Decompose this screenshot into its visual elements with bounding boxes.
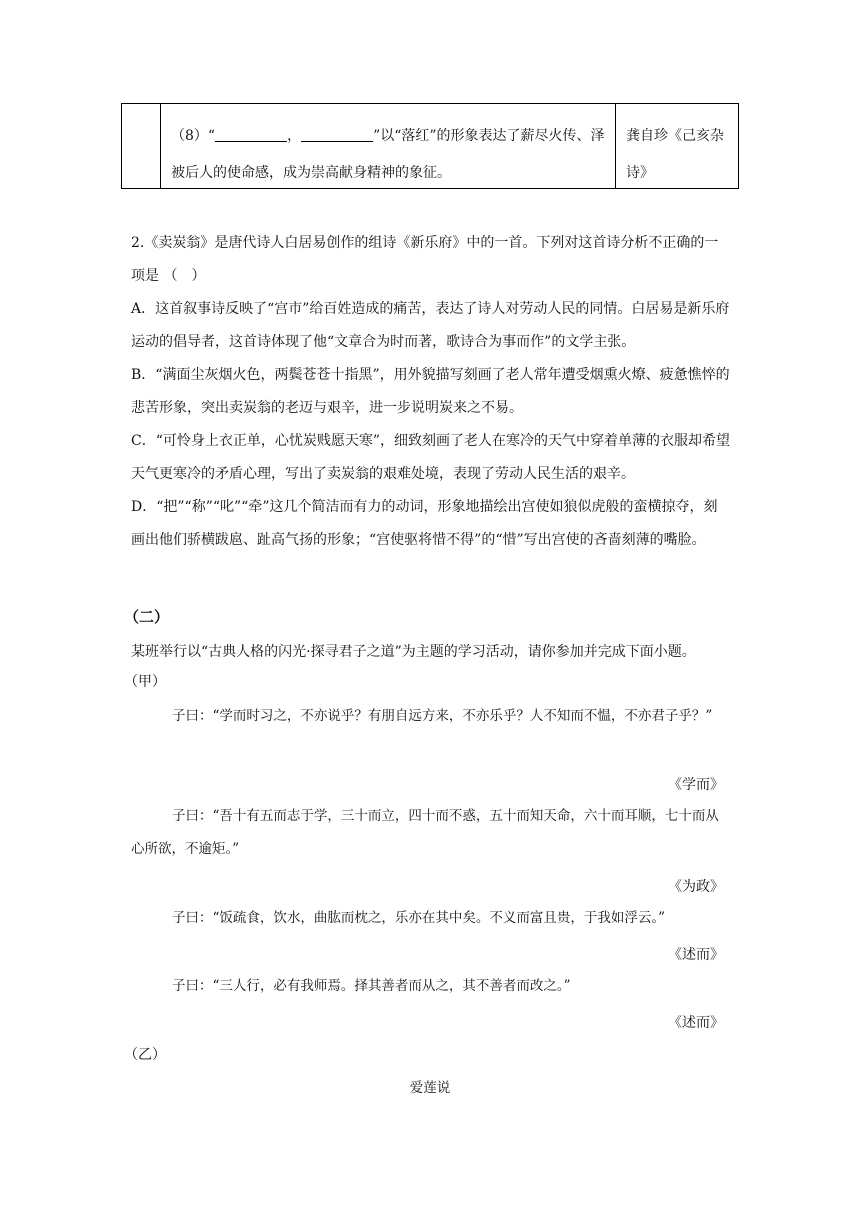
quote-1: 子曰：“学而时习之，不亦说乎？有朋自远方来，不亦乐乎？人不知而不愠，不亦君子乎？” xyxy=(172,708,713,724)
option-b[interactable]: B．“满面尘灰烟火色，两鬓苍苍十指黑”，用外貌描写刻画了老人常年遭受烟熏火燎、疲惫憔悴的悲苦形象，突出卖炭翁的老迈与艰辛，进一步说明炭来之不易。 xyxy=(131,367,730,416)
quote-2: 子曰：“吾十有五而志于学，三十而立，四十而不惑，五十而知天命，六十而耳顺，七十而从心所欲，不逾矩。” xyxy=(131,808,719,857)
option-a[interactable]: A．这首叙事诗反映了“宫市”给百姓造成的痛苦，表达了诗人对劳动人民的同情。白居易是新乐府运动的倡导者，这首诗体现了他“文章合为时而著，歌诗合为事而作”的文学主张。 xyxy=(131,301,730,350)
question-2-stem: 2.《卖炭翁》是唐代诗人白居易创作的组诗《新乐府》中的一首。下列对这首诗分析不正确的一项是 （ ） xyxy=(131,235,719,284)
section-heading: （二） xyxy=(124,608,170,626)
label-yi: （乙） xyxy=(124,1047,166,1063)
quote-4-source: 《述而》 xyxy=(668,1015,724,1031)
label-jia: （甲） xyxy=(124,674,166,690)
table-source-text: 龚自珍《己亥杂诗》 xyxy=(626,128,724,181)
quote-3: 子曰：“饭疏食，饮水，曲肱而枕之，乐亦在其中矣。不义而富且贵，于我如浮云。” xyxy=(172,910,666,926)
fill-blank-1[interactable] xyxy=(215,127,287,142)
section-intro: 某班举行以“古典人格的闪光·探寻君子之道”为主题的学习活动，请你参加并完成下面小题。 xyxy=(131,644,696,660)
quote-1-source: 《学而》 xyxy=(668,777,724,793)
table-number-cell xyxy=(122,104,161,188)
text-title: 爱莲说 xyxy=(409,1080,451,1096)
fill-blank-2[interactable] xyxy=(301,127,373,142)
quote-2-source: 《为政》 xyxy=(668,879,724,895)
quote-3-source: 《述而》 xyxy=(668,947,724,963)
table-source-cell xyxy=(615,104,738,188)
quote-4: 子曰：“三人行，必有我师焉。择其善者而从之，其不善者而改之。” xyxy=(172,978,571,994)
option-c[interactable]: C．“可怜身上衣正单，心忧炭贱愿天寒”，细致刻画了老人在寒冷的天气中穿着单薄的衣服却希望天气更寒冷的矛盾心理，写出了卖炭翁的艰难处境，表现了劳动人民生活的艰辛。 xyxy=(131,433,731,482)
table-question-cell: （8）“ ， ”以“落红”的形象表达了薪尽火传、泽被后人的使命感，成为崇高献身精神的象征。 xyxy=(171,128,605,181)
answer-table xyxy=(121,103,739,189)
option-d[interactable]: D．“把”“称”“叱”“牵”这几个简洁而有力的动词，形象地描绘出宫使如狼似虎般的蛮横掠夺，刻画出他们骄横跋扈、趾高气扬的形象；“宫使驱将惜不得”的“惜”写出宫使的吝啬刻薄的嘴脸。 xyxy=(131,499,718,548)
